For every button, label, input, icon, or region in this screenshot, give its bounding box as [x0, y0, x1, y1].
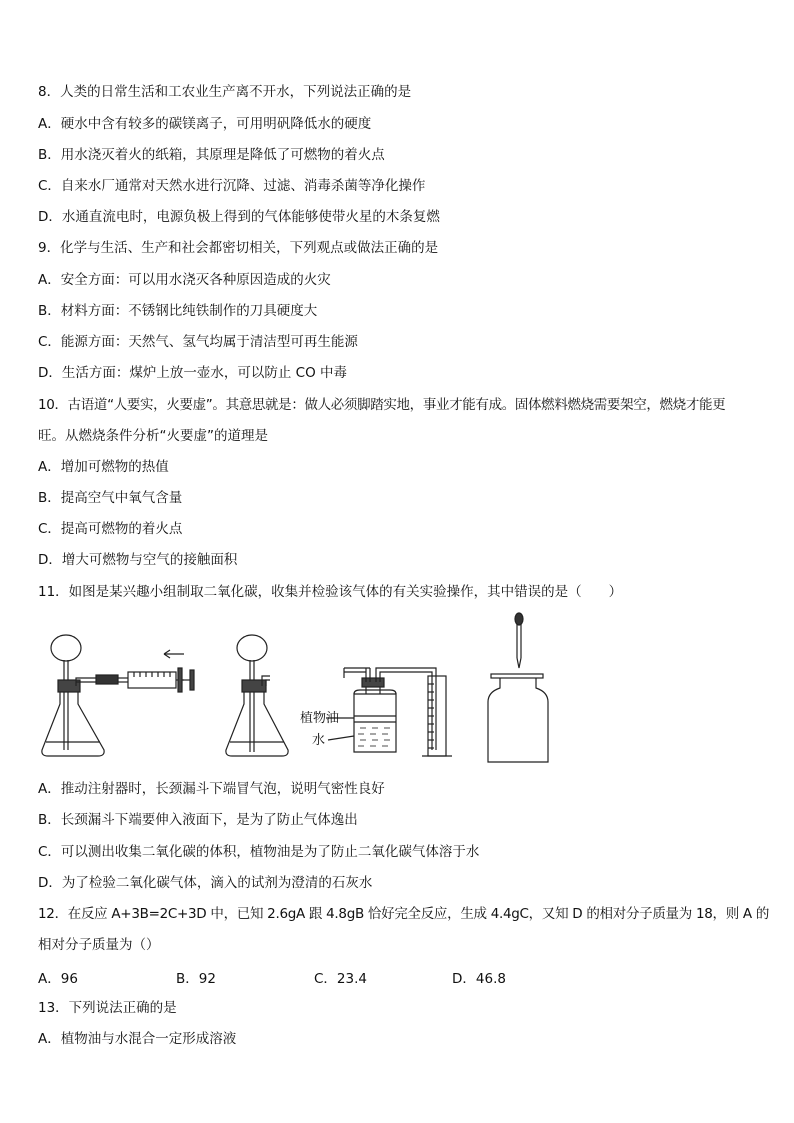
q11-option-d: D．为了检验二氧化碳气体，滴入的试剂为澄清的石灰水	[38, 875, 373, 891]
label-water: 水	[312, 733, 326, 748]
q10-option-b: B．提高空气中氧气含量	[38, 490, 183, 506]
q9-option-c: C．能源方面：天然气、氢气均属于清洁型可再生能源	[38, 334, 358, 350]
q13-stem: 13．下列说法正确的是	[38, 1000, 177, 1016]
q13-option-a: A．植物油与水混合一定形成溶液	[38, 1031, 237, 1047]
q9-option-a: A．安全方面：可以用水浇灭各种原因造成的火灾	[38, 272, 331, 288]
q9-option-b: B．材料方面：不锈钢比纯铁制作的刀具硬度大	[38, 303, 318, 319]
q11-option-c: C．可以测出收集二氧化碳的体积，植物油是为了防止二氧化碳气体溶于水	[38, 844, 480, 860]
flask-with-syringe	[42, 635, 194, 756]
q8-option-a: A．硬水中含有较多的碳镁离子，可用明矾降低水的硬度	[38, 116, 372, 132]
q10-option-a: A．增加可燃物的热值	[38, 459, 169, 475]
q8-stem: 8．人类的日常生活和工农业生产离不开水，下列说法正确的是	[38, 84, 412, 100]
q12-option-c: C．23.4	[314, 971, 367, 987]
gas-jar-with-dropper	[488, 613, 548, 762]
flask-with-funnel	[226, 635, 288, 756]
q10-option-d: D．增大可燃物与空气的接触面积	[38, 552, 238, 568]
q9-stem: 9．化学与生活、生产和社会都密切相关，下列观点或做法正确的是	[38, 240, 439, 256]
q12-option-b: B．92	[176, 971, 216, 987]
q10-stem-line2: 旺。从燃烧条件分析“火要虚”的道理是	[38, 428, 268, 444]
gas-bottle-with-cylinder	[326, 668, 452, 756]
q8-option-b: B．用水浇灭着火的纸箱，其原理是降低了可燃物的着火点	[38, 147, 385, 163]
q8-option-d: D．水通直流电时，电源负极上得到的气体能够使带火星的木条复燃	[38, 209, 440, 225]
q12-stem-line2: 相对分子质量为（）	[38, 937, 160, 953]
q12-stem-line1: 12．在反应 A+3B=2C+3D 中，已知 2.6gA 跟 4.8gB 恰好完全反应，生成 4.4gC，又知 D 的相对分子质量为 18，则 A 的	[38, 906, 770, 922]
q11-stem: 11．如图是某兴趣小组制取二氧化碳，收集并检验该气体的有关实验操作，其中错误的是（ ）	[38, 584, 623, 600]
q11-apparatus-figure	[36, 612, 576, 770]
q8-option-c: C．自来水厂通常对天然水进行沉降、过滤、消毒杀菌等净化操作	[38, 178, 426, 194]
apparatus-diagram	[36, 612, 576, 770]
q10-option-c: C．提高可燃物的着火点	[38, 521, 183, 537]
q11-option-a: A．推动注射器时，长颈漏斗下端冒气泡，说明气密性良好	[38, 781, 385, 797]
label-vegetable-oil: 植物油	[300, 711, 340, 726]
q9-option-d: D．生活方面：煤炉上放一壶水，可以防止 CO 中毒	[38, 365, 348, 381]
q12-option-d: D．46.8	[452, 971, 506, 987]
q12-options-row	[38, 967, 758, 985]
q10-stem-line1: 10．古语道“人要实，火要虚”。其意思就是：做人必须脚踏实地，事业才能有成。固体燃料燃烧需要架空，燃烧才能更	[38, 397, 726, 413]
q11-option-b: B．长颈漏斗下端要伸入液面下，是为了防止气体逸出	[38, 812, 358, 828]
q12-option-a: A．96	[38, 971, 78, 987]
